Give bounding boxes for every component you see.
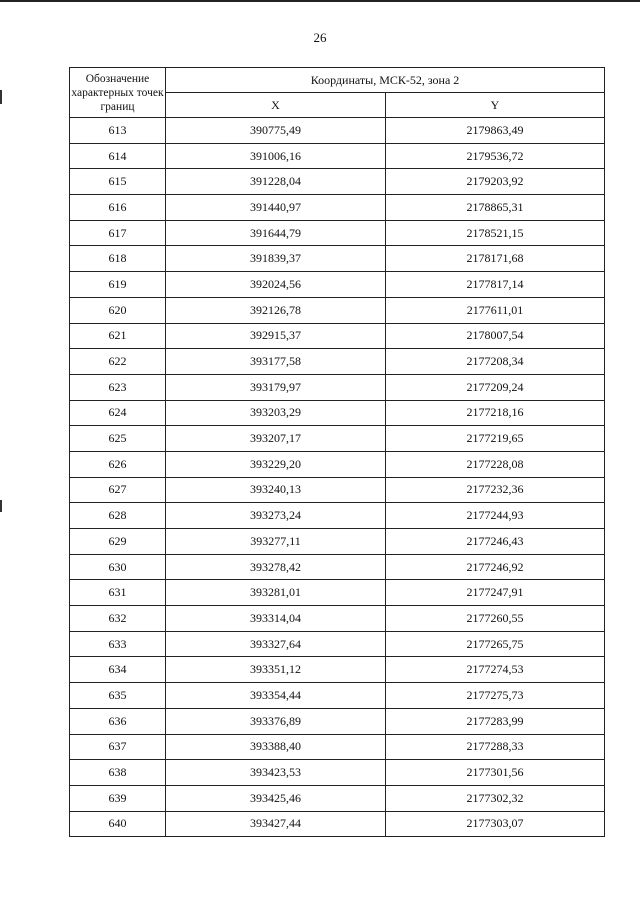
x-coordinate-cell: 392126,78 [166, 297, 386, 323]
y-coordinate-cell: 2178521,15 [386, 220, 605, 246]
table-row [70, 143, 605, 169]
y-coordinate-cell: 2178007,54 [386, 323, 605, 349]
point-number-cell: 634 [70, 657, 166, 683]
point-number-cell: 616 [70, 195, 166, 221]
x-coordinate-cell: 393351,12 [166, 657, 386, 683]
table-row [70, 657, 605, 683]
table-row [70, 349, 605, 375]
point-number-cell: 622 [70, 349, 166, 375]
point-number-cell: 630 [70, 554, 166, 580]
scan-top-edge [0, 0, 640, 2]
y-coordinate-cell: 2177209,24 [386, 374, 605, 400]
point-number-cell: 639 [70, 785, 166, 811]
point-number-cell: 618 [70, 246, 166, 272]
x-coordinate-cell: 393203,29 [166, 400, 386, 426]
y-coordinate-cell: 2179863,49 [386, 118, 605, 144]
y-coordinate-cell: 2177247,91 [386, 580, 605, 606]
x-coordinate-cell: 393327,64 [166, 631, 386, 657]
x-coordinate-cell: 392024,56 [166, 272, 386, 298]
point-number-cell: 629 [70, 529, 166, 555]
y-coordinate-cell: 2177301,56 [386, 760, 605, 786]
y-coordinate-cell: 2177208,34 [386, 349, 605, 375]
x-coordinate-cell: 393207,17 [166, 426, 386, 452]
x-coordinate-cell: 393277,11 [166, 529, 386, 555]
y-coordinate-cell: 2177232,36 [386, 477, 605, 503]
point-number-cell: 633 [70, 631, 166, 657]
table-row [70, 272, 605, 298]
y-coordinate-cell: 2179536,72 [386, 143, 605, 169]
x-coordinate-cell: 393314,04 [166, 606, 386, 632]
x-coordinate-cell: 390775,49 [166, 118, 386, 144]
table-row [70, 580, 605, 606]
y-coordinate-cell: 2177275,73 [386, 683, 605, 709]
point-number-cell: 619 [70, 272, 166, 298]
x-coordinate-cell: 393278,42 [166, 554, 386, 580]
table-row [70, 683, 605, 709]
x-coordinate-cell: 393229,20 [166, 451, 386, 477]
point-number-cell: 626 [70, 451, 166, 477]
y-coordinate-cell: 2177611,01 [386, 297, 605, 323]
table-row [70, 708, 605, 734]
y-coordinate-cell: 2177817,14 [386, 272, 605, 298]
table-row [70, 297, 605, 323]
table-row [70, 169, 605, 195]
point-number-cell: 621 [70, 323, 166, 349]
coordinates-system-header: Координаты, МСК-52, зона 2 [166, 68, 605, 93]
table-row [70, 760, 605, 786]
y-coordinate-cell: 2177302,32 [386, 785, 605, 811]
x-coordinate-cell: 393427,44 [166, 811, 386, 837]
y-coordinate-cell: 2177260,55 [386, 606, 605, 632]
y-coordinate-cell: 2177228,08 [386, 451, 605, 477]
scan-edge-mark [0, 90, 2, 104]
point-number-cell: 620 [70, 297, 166, 323]
point-number-cell: 640 [70, 811, 166, 837]
y-column-header: Y [386, 93, 605, 118]
table-row [70, 785, 605, 811]
y-coordinate-cell: 2177288,33 [386, 734, 605, 760]
y-coordinate-cell: 2178865,31 [386, 195, 605, 221]
x-coordinate-cell: 393177,58 [166, 349, 386, 375]
y-coordinate-cell: 2177283,99 [386, 708, 605, 734]
table-row [70, 323, 605, 349]
table-row [70, 220, 605, 246]
scan-edge-mark [0, 500, 2, 512]
x-coordinate-cell: 393273,24 [166, 503, 386, 529]
y-coordinate-cell: 2177219,65 [386, 426, 605, 452]
point-number-cell: 635 [70, 683, 166, 709]
table-row [70, 734, 605, 760]
point-number-cell: 638 [70, 760, 166, 786]
point-number-cell: 631 [70, 580, 166, 606]
table-row [70, 400, 605, 426]
x-coordinate-cell: 391006,16 [166, 143, 386, 169]
table-row [70, 246, 605, 272]
point-number-cell: 613 [70, 118, 166, 144]
x-coordinate-cell: 393388,40 [166, 734, 386, 760]
point-number-cell: 623 [70, 374, 166, 400]
page-number: 26 [313, 30, 327, 45]
y-coordinate-cell: 2177303,07 [386, 811, 605, 837]
y-coordinate-cell: 2177246,43 [386, 529, 605, 555]
y-coordinate-cell: 2177265,75 [386, 631, 605, 657]
x-coordinate-cell: 393425,46 [166, 785, 386, 811]
point-number-cell: 637 [70, 734, 166, 760]
x-coordinate-cell: 393423,53 [166, 760, 386, 786]
y-coordinate-cell: 2179203,92 [386, 169, 605, 195]
y-coordinate-cell: 2177246,92 [386, 554, 605, 580]
table-row [70, 554, 605, 580]
point-number-cell: 627 [70, 477, 166, 503]
x-coordinate-cell: 393179,97 [166, 374, 386, 400]
y-coordinate-cell: 2177218,16 [386, 400, 605, 426]
y-coordinate-cell: 2177274,53 [386, 657, 605, 683]
table-row [70, 451, 605, 477]
x-coordinate-cell: 391644,79 [166, 220, 386, 246]
table-row [70, 631, 605, 657]
x-column-header: X [166, 93, 386, 118]
point-number-cell: 615 [70, 169, 166, 195]
x-coordinate-cell: 392915,37 [166, 323, 386, 349]
x-coordinate-cell: 393354,44 [166, 683, 386, 709]
coordinates-table [69, 67, 605, 837]
point-label-header: Обозначение характерных точек границ [70, 68, 166, 118]
table-row [70, 477, 605, 503]
x-coordinate-cell: 391839,37 [166, 246, 386, 272]
point-number-cell: 636 [70, 708, 166, 734]
point-number-cell: 628 [70, 503, 166, 529]
y-coordinate-cell: 2177244,93 [386, 503, 605, 529]
table-row [70, 118, 605, 144]
point-number-cell: 625 [70, 426, 166, 452]
x-coordinate-cell: 391440,97 [166, 195, 386, 221]
table-row [70, 374, 605, 400]
table-header-row [70, 68, 605, 93]
x-coordinate-cell: 393376,89 [166, 708, 386, 734]
table-row [70, 195, 605, 221]
point-number-cell: 614 [70, 143, 166, 169]
x-coordinate-cell: 393281,01 [166, 580, 386, 606]
point-number-cell: 617 [70, 220, 166, 246]
x-coordinate-cell: 391228,04 [166, 169, 386, 195]
x-coordinate-cell: 393240,13 [166, 477, 386, 503]
table-row [70, 606, 605, 632]
point-number-cell: 624 [70, 400, 166, 426]
table-row [70, 426, 605, 452]
table-row [70, 503, 605, 529]
table-row [70, 529, 605, 555]
table-body [70, 118, 605, 837]
y-coordinate-cell: 2178171,68 [386, 246, 605, 272]
table-row [70, 811, 605, 837]
point-number-cell: 632 [70, 606, 166, 632]
